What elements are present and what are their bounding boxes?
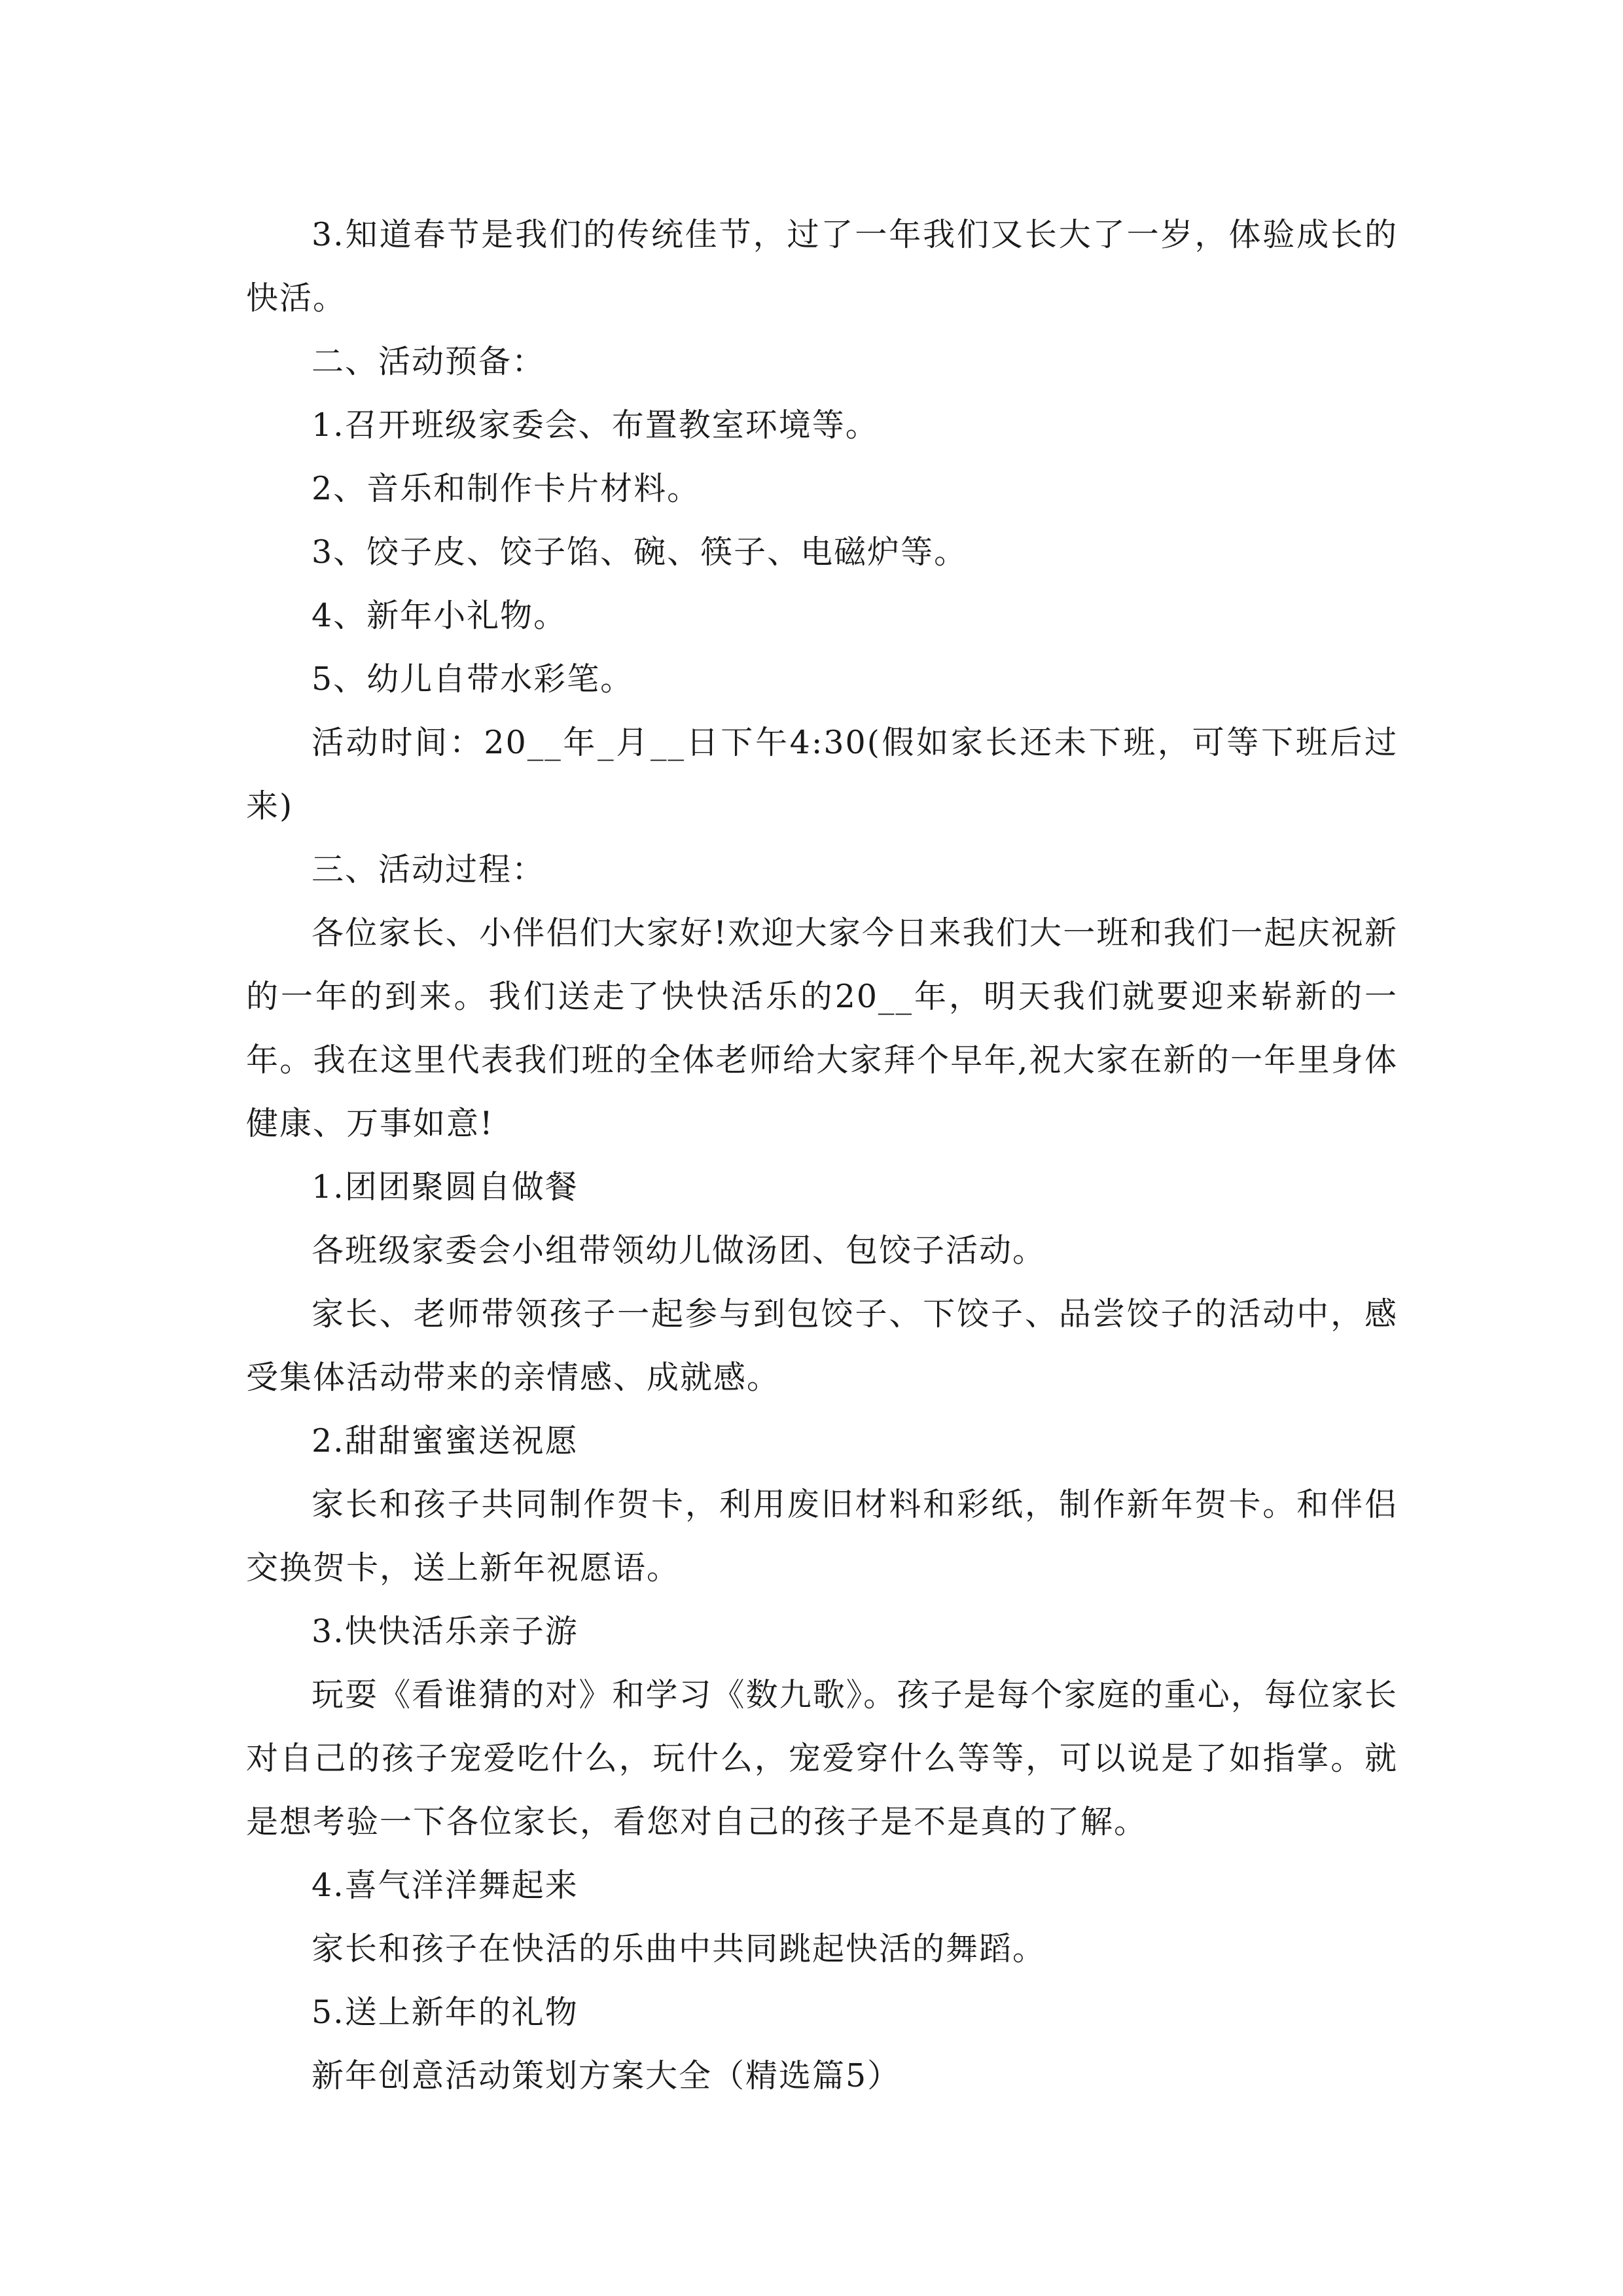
subheading-activity-5: 5.送上新年的礼物 bbox=[312, 1994, 579, 2031]
subheading-activity-3: 3.快快活乐亲子游 bbox=[312, 1613, 579, 1650]
list-item-prep-1: 1.召开班级家委会、布置教室环境等。 bbox=[312, 406, 879, 444]
list-item-prep-2: 2、音乐和制作卡片材料。 bbox=[312, 470, 701, 507]
activity-time: 活动时间：20__年_月__日下午4:30(假如家长还未下班，可等下班后过来) bbox=[246, 724, 1398, 825]
list-item-prep-4: 4、新年小礼物。 bbox=[312, 597, 567, 634]
section-heading-process: 三、活动过程： bbox=[312, 851, 546, 888]
paragraph-activity-1a: 各班级家委会小组带领幼儿做汤团、包饺子活动。 bbox=[312, 1232, 1046, 1269]
list-item-prep-5: 5、幼儿自带水彩笔。 bbox=[312, 660, 634, 698]
subheading-activity-2: 2.甜甜蜜蜜送祝愿 bbox=[312, 1422, 579, 1460]
list-item-prep-3: 3、饺子皮、饺子馅、碗、筷子、电磁炉等。 bbox=[312, 533, 968, 571]
paragraph-activity-4: 家长和孩子在快活的乐曲中共同跳起快活的舞蹈。 bbox=[312, 1930, 1046, 1967]
subheading-activity-4: 4.喜气洋洋舞起来 bbox=[312, 1867, 579, 1904]
document-body bbox=[246, 203, 1398, 2108]
paragraph-goal-3: 3.知道春节是我们的传统佳节，过了一年我们又长大了一岁，体验成长的快活。 bbox=[246, 216, 1398, 317]
subheading-activity-1: 1.团团聚圆自做餐 bbox=[312, 1168, 579, 1206]
next-section-title: 新年创意活动策划方案大全（精选篇5） bbox=[312, 2057, 901, 2094]
paragraph-activity-3: 玩耍《看谁猜的对》和学习《数九歌》。孩子是每个家庭的重心，每位家长对自己的孩子宠爱吃什么，玩什么，宠爱穿什么等等，可以说是了如指掌。就是想考验一下各位家长，看您对自己的孩子是不是真的了解。 bbox=[246, 1676, 1398, 1840]
section-heading-preparation: 二、活动预备： bbox=[312, 343, 546, 380]
paragraph-activity-2: 家长和孩子共同制作贺卡，利用废旧材料和彩纸，制作新年贺卡。和伴侣交换贺卡，送上新年祝愿语。 bbox=[246, 1486, 1398, 1587]
paragraph-welcome-speech: 各位家长、小伴侣们大家好!欢迎大家今日来我们大一班和我们一起庆祝新的一年的到来。我们送走了快快活乐的20__年，明天我们就要迎来崭新的一年。我在这里代表我们班的全体老师给大家拜个早年,祝大家在新的一年里身体健康、万事如意! bbox=[246, 914, 1398, 1142]
paragraph-activity-1b: 家长、老师带领孩子一起参与到包饺子、下饺子、品尝饺子的活动中，感受集体活动带来的亲情感、成就感。 bbox=[246, 1295, 1398, 1396]
